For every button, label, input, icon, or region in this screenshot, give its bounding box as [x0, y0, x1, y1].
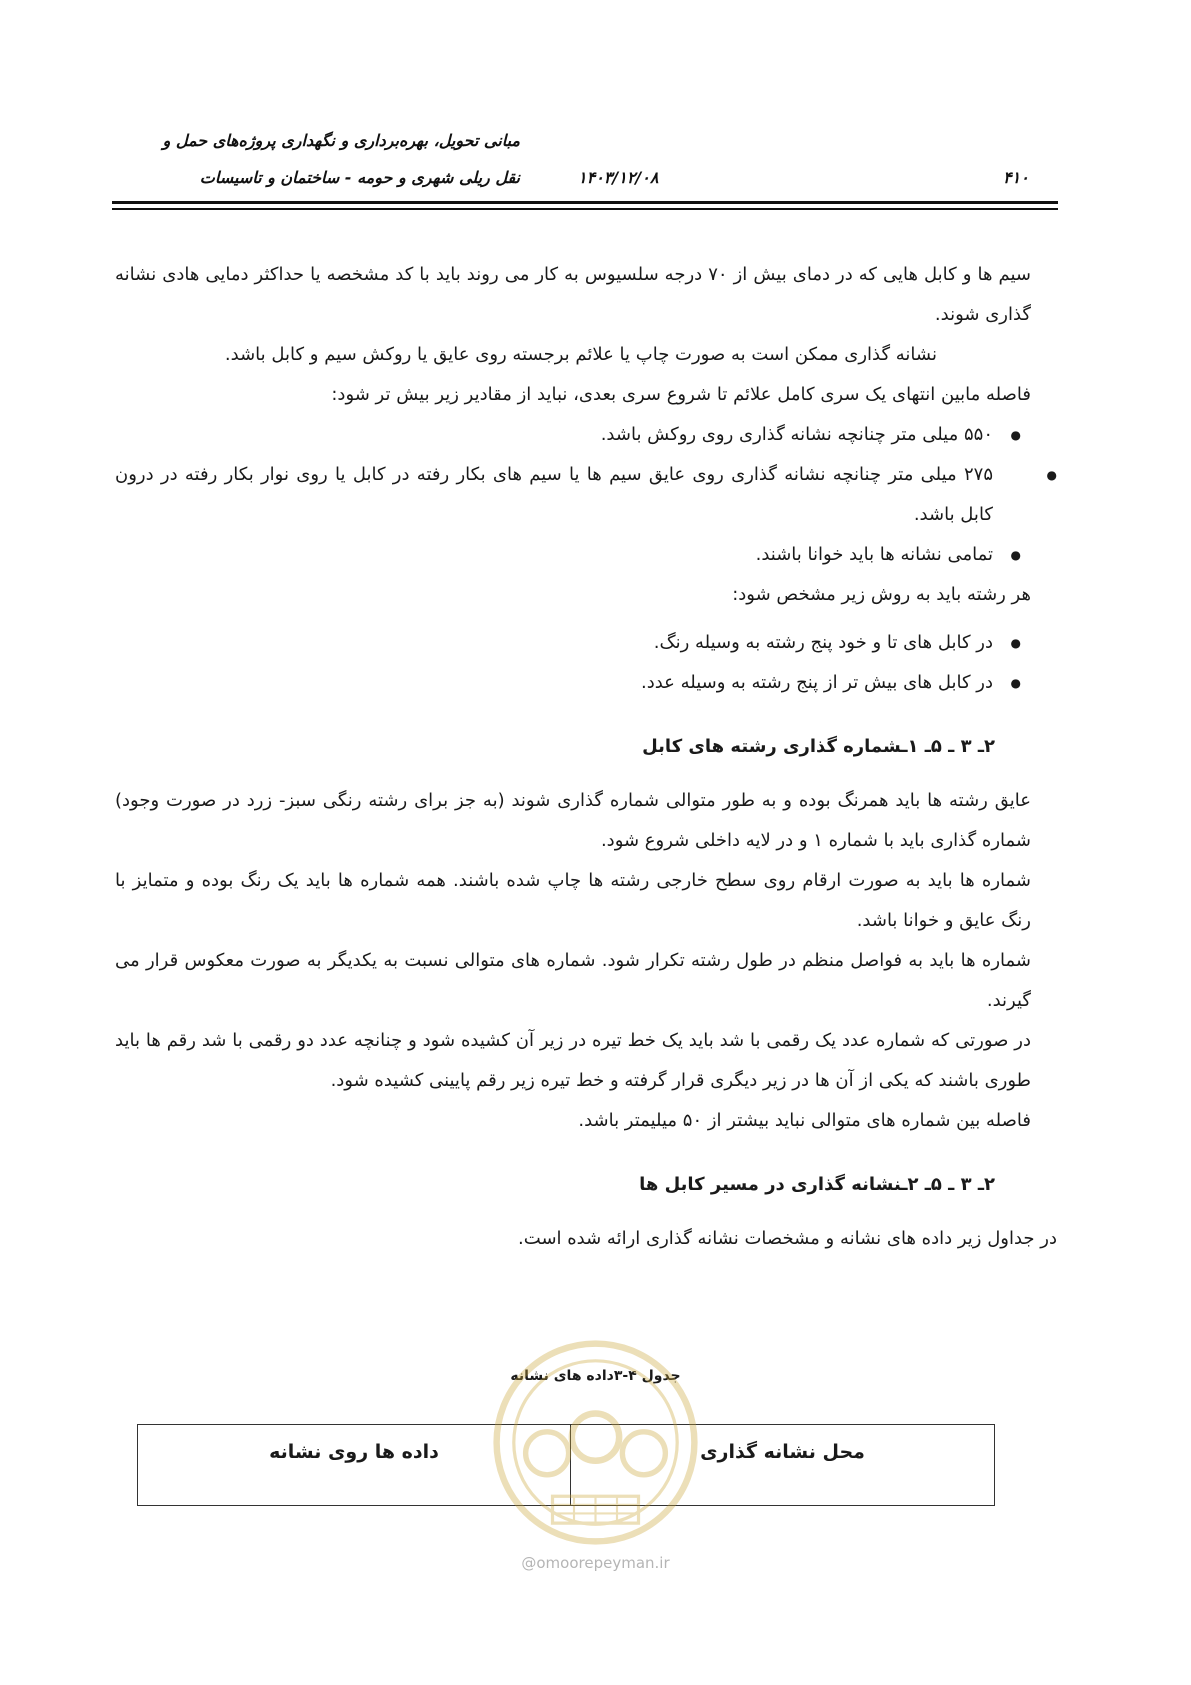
document-body	[115, 255, 1057, 1259]
paragraph: سیم ها و کابل هایی که در دمای بیش از ۷۰ درجه سلسیوس به کار می روند باید با کد مشخصه یا حداکثر دمایی هادی نشانه گذاری شوند.	[115, 264, 1032, 325]
header-title-line2: نقل ریلی شهری و حومه - ساختمان و تاسیسات	[199, 168, 520, 187]
table-header-location: محل نشانه گذاری	[570, 1425, 994, 1505]
paragraph: عایق رشته ها باید همرنگ بوده و به طور متوالی شماره گذاری شوند (به جز برای رشته رنگی سبز- زرد در صورت وجود) شماره گذاری باید با شماره ۱ و در لایه داخلی شروع شود.	[115, 790, 1031, 851]
header-rule-thin	[112, 208, 1058, 210]
list-item: ● ۵۵۰ میلی متر چنانچه نشانه گذاری روی روکش باشد.	[115, 415, 1021, 455]
list-item: ● تمامی نشانه ها باید خوانا باشند.	[115, 535, 1021, 575]
list-item: ● ۲۷۵ میلی متر چنانچه نشانه گذاری روی عایق سیم ها یا سیم های بکار رفته در کابل یا روی نوار بکار رفته در درون کابل باشد.	[115, 455, 1057, 535]
paragraph: فاصله بین شماره های متوالی نباید بیشتر از ۵۰ میلیمتر باشد.	[578, 1110, 1031, 1131]
paragraph: فاصله مابین انتهای یک سری کامل علائم تا شروع سری بعدی، نباید از مقادیر زیر بیش تر شود:	[331, 384, 1031, 405]
page-number: ۴۱۰	[1003, 168, 1029, 187]
list-item: ● در کابل های بیش تر از پنج رشته به وسیله عدد.	[115, 663, 1021, 703]
section-heading: ۲ـ ۳ ـ ۵ـ ۱ـشماره گذاری رشته های کابل	[642, 736, 995, 757]
header-date: ۱۴۰۳/۱۲/۰۸	[578, 168, 659, 187]
paragraph: شماره ها باید به فواصل منظم در طول رشته تکرار شود. شماره های متوالی نسبت به یکدیگر به صورت معکوس قرار می گیرند.	[115, 950, 1031, 1011]
header-rule-thick	[112, 201, 1058, 204]
section-heading: ۲ـ ۳ ـ ۵ـ ۲ـنشانه گذاری در مسیر کابل ها	[639, 1174, 995, 1195]
paragraph: نشانه گذاری ممکن است به صورت چاپ یا علائم برجسته روی عایق یا روکش سیم و کابل باشد.	[224, 344, 937, 365]
paragraph: هر رشته باید به روش زیر مشخص شود:	[732, 584, 1031, 605]
watermark-seal-icon	[488, 1335, 703, 1550]
paragraph: در صورتی که شماره عدد یک رقمی با شد باید یک خط تیره در زیر آن کشیده شود و چنانچه عدد دو رقمی با شد رقم ها باید طوری باشند که یکی از آن ها در زیر دیگری قرار گرفته و خط تیره زیر رقم پایینی کشیده شود.	[115, 1030, 1031, 1091]
header-title-line1: مبانی تحویل، بهره‌برداری و نگهداری پروژه‌های حمل و	[162, 131, 520, 150]
paragraph: در جداول زیر داده های نشانه و مشخصات نشانه گذاری ارائه شده است.	[518, 1228, 1057, 1249]
table-caption: جدول ۴-۳داده های نشانه	[510, 1368, 681, 1384]
paragraph: شماره ها باید به صورت ارقام روی سطح خارجی رشته ها چاپ شده باشند. همه شماره ها باید یک رنگ بوده و متمایز با رنگ عایق و خوانا باشد.	[115, 870, 1031, 931]
watermark-site: @omoorepeyman.ir	[521, 1554, 670, 1572]
list-item: ● در کابل های تا و خود پنج رشته به وسیله رنگ.	[115, 623, 1021, 663]
table-header-data: داده ها روی نشانه	[269, 1441, 439, 1463]
